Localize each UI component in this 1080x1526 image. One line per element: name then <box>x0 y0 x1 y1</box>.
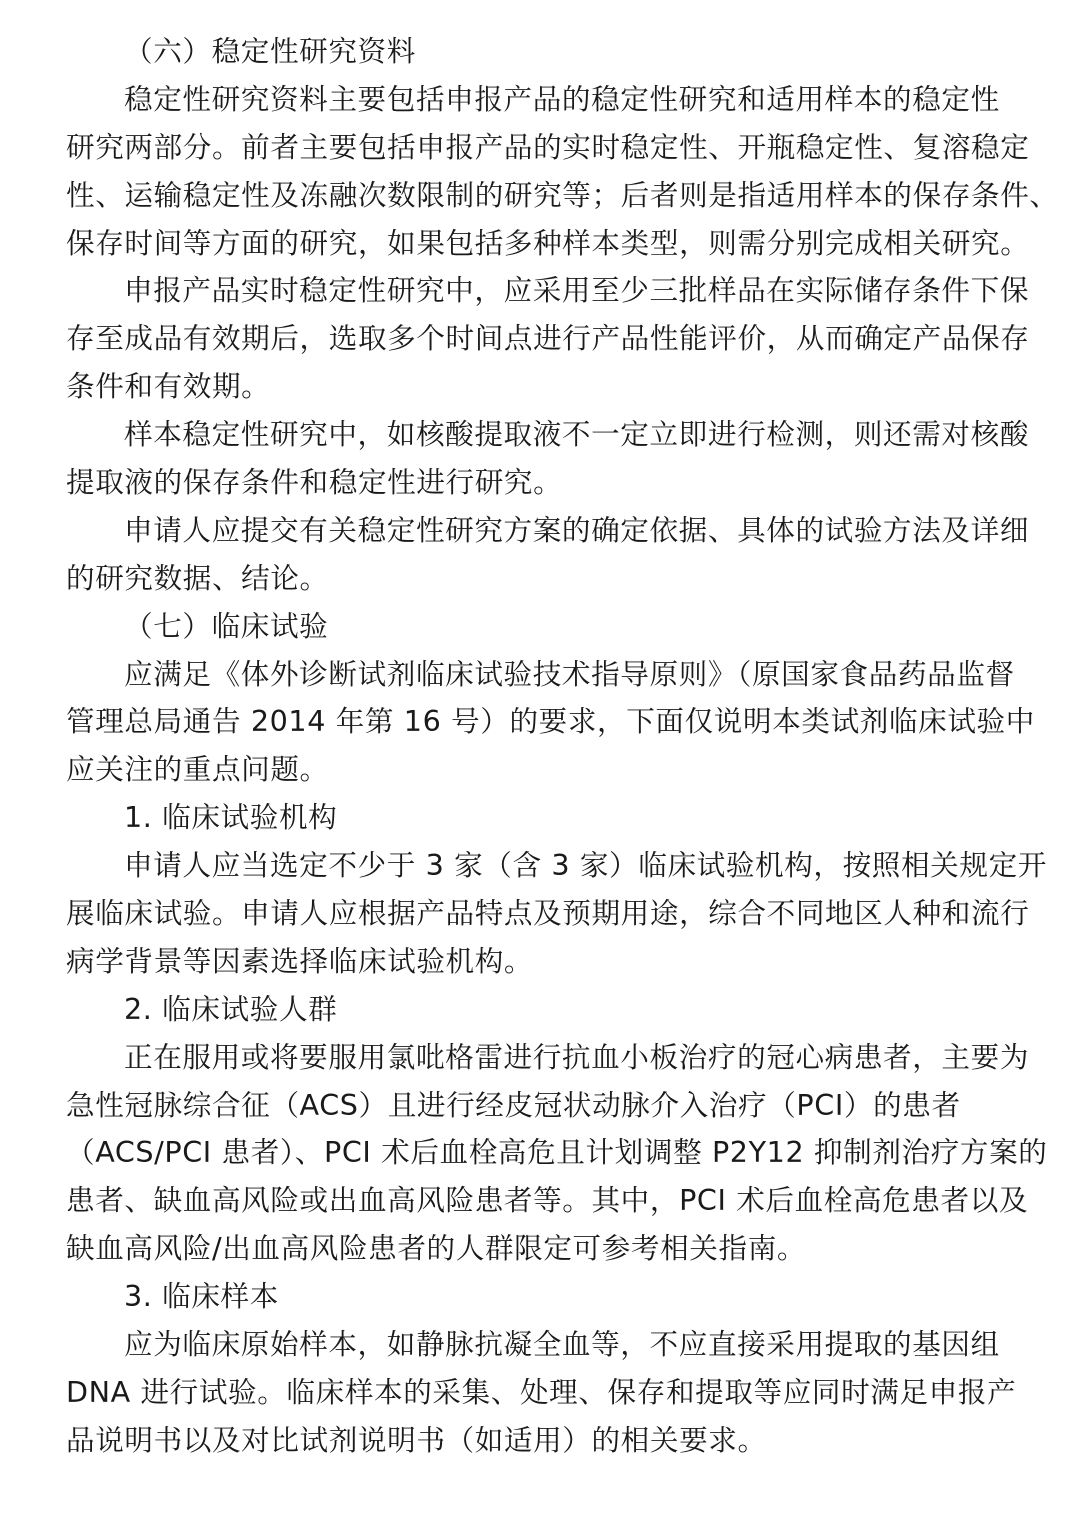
document-body <box>66 28 1059 1465</box>
section-heading: （六）稳定性研究资料 <box>124 34 416 68</box>
paragraph-line: 急性冠脉综合征（ACS）且进行经皮冠状动脉介入治疗（PCI）的患者 <box>66 1087 961 1122</box>
paragraph-line: 稳定性研究资料主要包括申报产品的稳定性研究和适用样本的稳定性 <box>124 81 1000 116</box>
paragraph-line: 条件和有效期。 <box>66 369 271 404</box>
paragraph-line: 申请人应当选定不少于 3 家（含 3 家）临床试验机构，按照相关规定开 <box>124 848 1047 883</box>
paragraph-line: 患者、缺血高风险或出血高风险患者等。其中，PCI 术后血栓高危患者以及 <box>66 1183 1029 1218</box>
paragraph-line: 应为临床原始样本，如静脉抗凝全血等，不应直接采用提取的基因组 <box>124 1327 1000 1362</box>
section-heading: （七）临床试验 <box>124 608 329 643</box>
paragraph <box>66 651 1035 795</box>
paragraph-line: 应关注的重点问题。 <box>66 752 329 787</box>
paragraph <box>66 1321 1016 1465</box>
paragraph-line: （ACS/PCI 患者）、PCI 术后血栓高危且计划调整 P2Y12 抑制剂治疗方案的 <box>66 1135 1048 1170</box>
subsection-heading: 3. 临床样本 <box>124 1279 279 1314</box>
paragraph-line: 样本稳定性研究中，如核酸提取液不一定立即进行检测，则还需对核酸 <box>124 417 1030 452</box>
paragraph-line: 申请人应提交有关稳定性研究方案的确定依据、具体的试验方法及详细 <box>124 512 1030 547</box>
paragraph-line: 品说明书以及对比试剂说明书（如适用）的相关要求。 <box>66 1422 767 1457</box>
section-7 <box>66 603 1048 1465</box>
paragraph-line: 保存时间等方面的研究，如果包括多种样本类型，则需分别完成相关研究。 <box>66 225 1030 260</box>
paragraph-line: 研究两部分。前者主要包括申报产品的实时稳定性、开瓶稳定性、复溶稳定 <box>66 129 1030 164</box>
paragraph <box>66 76 1059 268</box>
subsection-heading: 2. 临床试验人群 <box>124 991 338 1026</box>
paragraph-line: 的研究数据、结论。 <box>66 560 329 595</box>
paragraph <box>66 411 1030 507</box>
paragraph-line: 病学背景等因素选择临床试验机构。 <box>66 943 534 978</box>
paragraph-line: 提取液的保存条件和稳定性进行研究。 <box>66 465 563 500</box>
paragraph-line: 管理总局通告 2014 年第 16 号）的要求，下面仅说明本类试剂临床试验中 <box>66 704 1035 739</box>
section-6 <box>66 28 1059 603</box>
paragraph-line: 申报产品实时稳定性研究中，应采用至少三批样品在实际储存条件下保 <box>124 273 1030 308</box>
paragraph <box>66 507 1030 603</box>
paragraph-line: 正在服用或将要服用氯吡格雷进行抗血小板治疗的冠心病患者，主要为 <box>124 1039 1030 1074</box>
paragraph-line: 性、运输稳定性及冻融次数限制的研究等；后者则是指适用样本的保存条件、 <box>66 177 1059 212</box>
paragraph-line: 展临床试验。申请人应根据产品特点及预期用途，综合不同地区人种和流行 <box>66 896 1030 931</box>
subsection-heading: 1. 临床试验机构 <box>124 800 338 835</box>
paragraph-line: 存至成品有效期后，选取多个时间点进行产品性能评价，从而确定产品保存 <box>66 321 1030 356</box>
paragraph-line: DNA 进行试验。临床样本的采集、处理、保存和提取等应同时满足申报产 <box>66 1374 1017 1409</box>
paragraph <box>66 842 1047 986</box>
paragraph-line: 缺血高风险/出血高风险患者的人群限定可参考相关指南。 <box>66 1231 807 1266</box>
paragraph <box>66 267 1030 411</box>
paragraph <box>66 1034 1048 1273</box>
paragraph-line: 应满足《体外诊断试剂临床试验技术指导原则》（原国家食品药品监督 <box>124 656 1015 691</box>
